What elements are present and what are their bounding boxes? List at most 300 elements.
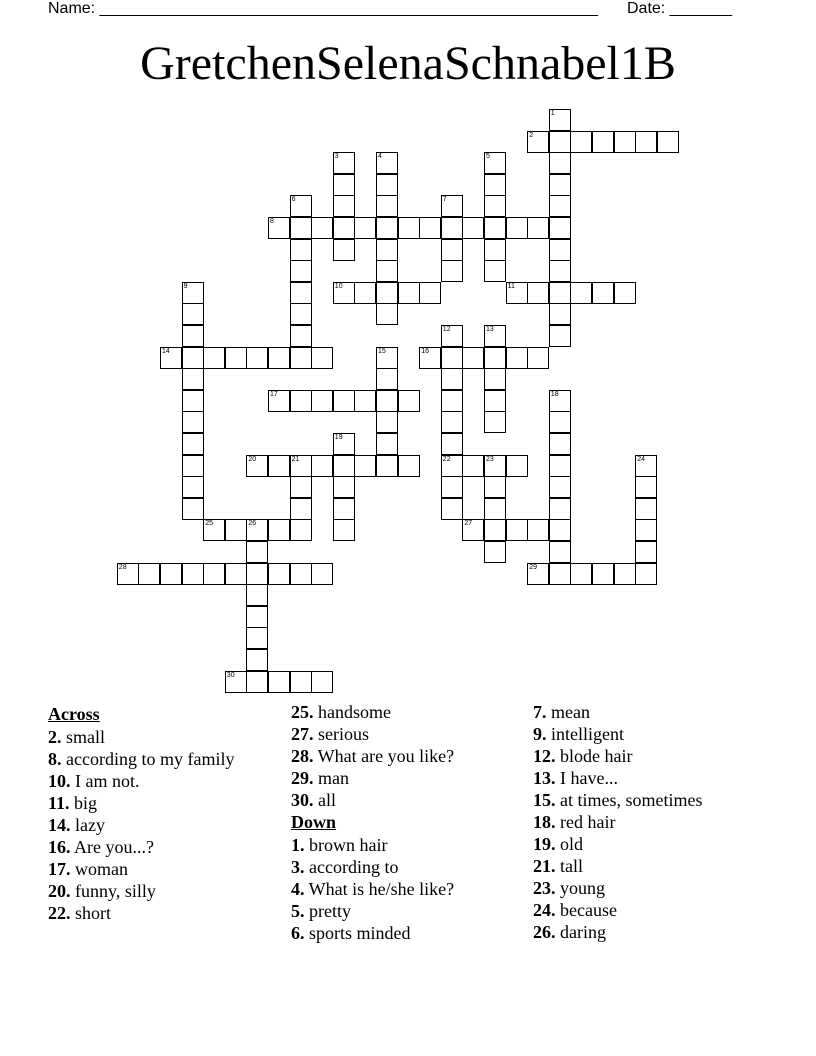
clue-number: 11. bbox=[48, 793, 70, 813]
clue-number: 18. bbox=[533, 812, 556, 832]
crossword-cell[interactable] bbox=[570, 282, 592, 304]
across-clue bbox=[48, 859, 278, 879]
cell-number: 22 bbox=[442, 455, 451, 463]
crossword-cell[interactable] bbox=[441, 368, 463, 390]
crossword-cell[interactable] bbox=[376, 347, 398, 369]
cell-number: 11 bbox=[507, 282, 515, 290]
crossword-cell[interactable] bbox=[182, 498, 204, 520]
cell-number: 12 bbox=[442, 326, 451, 333]
crossword-cell[interactable] bbox=[290, 325, 312, 347]
crossword-cell[interactable] bbox=[484, 152, 506, 174]
crossword-cell[interactable] bbox=[506, 282, 528, 304]
crossword-cell[interactable] bbox=[268, 519, 290, 541]
clue-text: sports minded bbox=[304, 923, 411, 943]
crossword-cell[interactable] bbox=[592, 282, 614, 304]
crossword-cell[interactable] bbox=[635, 563, 657, 585]
crossword-cell[interactable] bbox=[290, 390, 312, 412]
crossword-cell[interactable] bbox=[225, 563, 247, 585]
clue-text: all bbox=[313, 790, 336, 810]
clue-text: serious bbox=[313, 724, 369, 744]
crossword-cell[interactable] bbox=[182, 368, 204, 390]
across-clue bbox=[48, 771, 278, 791]
crossword-cell[interactable] bbox=[484, 498, 506, 520]
crossword-cell[interactable] bbox=[182, 282, 204, 304]
crossword-cell[interactable] bbox=[462, 519, 484, 541]
crossword-cell[interactable] bbox=[462, 217, 484, 239]
clue-text: woman bbox=[70, 859, 128, 879]
crossword-cell[interactable] bbox=[635, 498, 657, 520]
cell-number: 23 bbox=[486, 455, 494, 463]
clue-text: according to bbox=[304, 857, 399, 877]
crossword-cell[interactable] bbox=[311, 671, 333, 693]
crossword-cell[interactable] bbox=[311, 347, 333, 369]
clue-text: What are you like? bbox=[313, 746, 455, 766]
crossword-cell[interactable] bbox=[570, 131, 592, 153]
crossword-cell[interactable] bbox=[592, 563, 614, 585]
crossword-cell[interactable] bbox=[549, 563, 571, 585]
crossword-cell[interactable] bbox=[333, 217, 355, 239]
crossword-cell[interactable] bbox=[290, 347, 312, 369]
cell-number: 27 bbox=[464, 520, 473, 528]
clue-number: 27. bbox=[291, 724, 314, 744]
crossword-cell[interactable] bbox=[484, 347, 506, 369]
crossword-cell[interactable] bbox=[354, 217, 376, 239]
crossword-cell[interactable] bbox=[376, 282, 398, 304]
crossword-cell[interactable] bbox=[246, 627, 268, 649]
crossword-cell[interactable] bbox=[398, 455, 420, 477]
cell-number: 3 bbox=[334, 153, 339, 161]
down-clue bbox=[291, 901, 521, 921]
cell-number: 26 bbox=[248, 520, 257, 528]
crossword-cell[interactable] bbox=[290, 671, 312, 693]
clue-text: mean bbox=[546, 702, 590, 722]
across-clue bbox=[291, 768, 521, 788]
clue-text: handsome bbox=[313, 702, 391, 722]
across-clue bbox=[291, 724, 521, 744]
clue-text: funny, silly bbox=[70, 881, 156, 901]
cell-number: 16 bbox=[421, 347, 429, 355]
crossword-cell[interactable] bbox=[246, 671, 268, 693]
crossword-cell[interactable] bbox=[333, 390, 355, 412]
clue-text: intelligent bbox=[546, 724, 624, 744]
crossword-cell[interactable] bbox=[290, 217, 312, 239]
down-clue bbox=[533, 900, 763, 920]
crossword-cell[interactable] bbox=[614, 131, 636, 153]
crossword-cell[interactable] bbox=[376, 303, 398, 325]
clue-column-2 bbox=[291, 702, 521, 945]
crossword-cell[interactable] bbox=[549, 260, 571, 282]
crossword-cell[interactable] bbox=[290, 282, 312, 304]
clue-number: 29. bbox=[291, 768, 314, 788]
clue-text: What is he/she like? bbox=[304, 879, 455, 899]
clue-text: blode hair bbox=[555, 746, 633, 766]
crossword-cell[interactable] bbox=[290, 260, 312, 282]
crossword-cell[interactable] bbox=[354, 455, 376, 477]
cell-number: 20 bbox=[248, 455, 257, 463]
crossword-cell[interactable] bbox=[376, 239, 398, 261]
crossword-cell[interactable] bbox=[182, 433, 204, 455]
crossword-cell[interactable] bbox=[311, 390, 333, 412]
clue-number: 19. bbox=[533, 834, 556, 854]
down-clue bbox=[533, 834, 763, 854]
crossword-cell[interactable] bbox=[160, 347, 182, 369]
down-clue bbox=[533, 790, 763, 810]
crossword-cell[interactable] bbox=[549, 411, 571, 433]
down-clue bbox=[533, 878, 763, 898]
down-clue bbox=[533, 812, 763, 832]
clue-text: big bbox=[69, 793, 98, 813]
clue-text: tall bbox=[555, 856, 583, 876]
crossword-cell[interactable] bbox=[333, 519, 355, 541]
clue-number: 20. bbox=[48, 881, 71, 901]
clue-text: according to my family bbox=[61, 749, 235, 769]
crossword-cell[interactable] bbox=[311, 217, 333, 239]
crossword-cell[interactable] bbox=[376, 455, 398, 477]
cell-number: 29 bbox=[529, 563, 537, 571]
crossword-cell[interactable] bbox=[376, 174, 398, 196]
clue-text: pretty bbox=[304, 901, 351, 921]
clue-number: 9. bbox=[533, 724, 547, 744]
clue-number: 30. bbox=[291, 790, 314, 810]
crossword-cell[interactable] bbox=[354, 282, 376, 304]
crossword-cell[interactable] bbox=[268, 563, 290, 585]
clue-number: 2. bbox=[48, 727, 62, 747]
crossword-cell[interactable] bbox=[484, 476, 506, 498]
crossword-cell[interactable] bbox=[506, 347, 528, 369]
crossword-cell[interactable] bbox=[484, 195, 506, 217]
across-clue bbox=[48, 815, 278, 835]
crossword-cell[interactable] bbox=[484, 541, 506, 563]
crossword-cell[interactable] bbox=[527, 282, 549, 304]
crossword-cell[interactable] bbox=[549, 433, 571, 455]
crossword-cell[interactable] bbox=[549, 131, 571, 153]
crossword-cell[interactable] bbox=[376, 368, 398, 390]
crossword-cell[interactable] bbox=[441, 390, 463, 412]
crossword-cell[interactable] bbox=[290, 498, 312, 520]
cell-number: 21 bbox=[291, 455, 300, 463]
down-clue bbox=[533, 724, 763, 744]
crossword-cell[interactable] bbox=[246, 347, 268, 369]
clue-number: 28. bbox=[291, 746, 314, 766]
crossword-cell[interactable] bbox=[549, 195, 571, 217]
crossword-cell[interactable] bbox=[290, 519, 312, 541]
clue-number: 17. bbox=[48, 859, 71, 879]
crossword-cell[interactable] bbox=[441, 217, 463, 239]
crossword-cell[interactable] bbox=[635, 131, 657, 153]
crossword-cell[interactable] bbox=[484, 325, 506, 347]
crossword-cell[interactable] bbox=[549, 325, 571, 347]
cell-number: 6 bbox=[291, 196, 296, 204]
across-clue bbox=[48, 749, 278, 769]
crossword-cell[interactable] bbox=[549, 282, 571, 304]
cell-number: 25 bbox=[205, 520, 213, 528]
crossword-cell[interactable] bbox=[182, 476, 204, 498]
crossword-cell[interactable] bbox=[657, 131, 679, 153]
crossword-cell[interactable] bbox=[398, 390, 420, 412]
down-clue bbox=[533, 768, 763, 788]
clue-number: 8. bbox=[48, 749, 62, 769]
crossword-cell[interactable] bbox=[441, 260, 463, 282]
crossword-cell[interactable] bbox=[376, 433, 398, 455]
crossword-cell[interactable] bbox=[549, 476, 571, 498]
crossword-cell[interactable] bbox=[290, 476, 312, 498]
crossword-cell[interactable] bbox=[527, 131, 549, 153]
down-clue bbox=[533, 702, 763, 722]
crossword-cell[interactable] bbox=[182, 390, 204, 412]
crossword-cell[interactable] bbox=[246, 606, 268, 628]
crossword-cell[interactable] bbox=[311, 563, 333, 585]
cell-number: 28 bbox=[118, 563, 127, 571]
crossword-cell[interactable] bbox=[246, 455, 268, 477]
crossword-cell[interactable] bbox=[549, 455, 571, 477]
crossword-cell[interactable] bbox=[398, 282, 420, 304]
crossword-cell[interactable] bbox=[160, 563, 182, 585]
crossword-cell[interactable] bbox=[527, 519, 549, 541]
clue-number: 22. bbox=[48, 903, 71, 923]
crossword-cell[interactable] bbox=[549, 519, 571, 541]
down-clue bbox=[291, 923, 521, 943]
crossword-cell[interactable] bbox=[484, 455, 506, 477]
crossword-cell[interactable] bbox=[549, 217, 571, 239]
clue-text: brown hair bbox=[304, 835, 388, 855]
crossword-cell[interactable] bbox=[441, 411, 463, 433]
cell-number: 2 bbox=[529, 131, 534, 139]
crossword-cell[interactable] bbox=[419, 282, 441, 304]
crossword-cell[interactable] bbox=[333, 152, 355, 174]
clue-number: 4. bbox=[291, 879, 305, 899]
clue-number: 14. bbox=[48, 815, 71, 835]
crossword-cell[interactable] bbox=[506, 217, 528, 239]
crossword-cell[interactable] bbox=[635, 476, 657, 498]
crossword-cell[interactable] bbox=[290, 303, 312, 325]
crossword-cell[interactable] bbox=[376, 260, 398, 282]
crossword-cell[interactable] bbox=[333, 433, 355, 455]
crossword-cell[interactable] bbox=[333, 498, 355, 520]
crossword-cell[interactable] bbox=[203, 347, 225, 369]
crossword-cell[interactable] bbox=[484, 411, 506, 433]
clue-text: lazy bbox=[70, 815, 105, 835]
crossword-cell[interactable] bbox=[333, 195, 355, 217]
crossword-cell[interactable] bbox=[441, 347, 463, 369]
clue-text: small bbox=[61, 727, 105, 747]
crossword-cell[interactable] bbox=[484, 217, 506, 239]
crossword-cell[interactable] bbox=[268, 390, 290, 412]
across-clue bbox=[48, 881, 278, 901]
crossword-cell[interactable] bbox=[462, 455, 484, 477]
crossword-cell[interactable] bbox=[246, 584, 268, 606]
crossword-cell[interactable] bbox=[333, 239, 355, 261]
crossword-cell[interactable] bbox=[376, 195, 398, 217]
cell-number: 19 bbox=[334, 434, 343, 441]
crossword-cell[interactable] bbox=[570, 563, 592, 585]
crossword-cell[interactable] bbox=[354, 390, 376, 412]
cell-number: 10 bbox=[334, 282, 343, 290]
down-heading: Down bbox=[291, 812, 337, 832]
clue-number: 15. bbox=[533, 790, 556, 810]
crossword-cell[interactable] bbox=[333, 174, 355, 196]
down-clue bbox=[291, 835, 521, 855]
clue-number: 21. bbox=[533, 856, 556, 876]
crossword-cell[interactable] bbox=[376, 217, 398, 239]
crossword-cell[interactable] bbox=[635, 455, 657, 477]
down-clue bbox=[533, 856, 763, 876]
down-clue bbox=[533, 922, 763, 942]
crossword-cell[interactable] bbox=[506, 455, 528, 477]
cell-number: 1 bbox=[550, 110, 555, 117]
crossword-cell[interactable] bbox=[246, 563, 268, 585]
date-field-label: Date: _______ bbox=[627, 0, 732, 17]
crossword-cell[interactable] bbox=[268, 347, 290, 369]
clue-number: 3. bbox=[291, 857, 305, 877]
crossword-cell[interactable] bbox=[246, 541, 268, 563]
crossword-cell[interactable] bbox=[182, 563, 204, 585]
across-clue bbox=[48, 727, 278, 747]
clue-text: old bbox=[555, 834, 584, 854]
clue-number: 25. bbox=[291, 702, 314, 722]
crossword-cell[interactable] bbox=[527, 563, 549, 585]
crossword-cell[interactable] bbox=[225, 519, 247, 541]
clue-number: 24. bbox=[533, 900, 556, 920]
crossword-cell[interactable] bbox=[441, 325, 463, 347]
cell-number: 4 bbox=[378, 153, 382, 161]
across-clue bbox=[291, 746, 521, 766]
clue-column-3 bbox=[533, 702, 763, 944]
crossword-cell[interactable] bbox=[484, 519, 506, 541]
clue-number: 23. bbox=[533, 878, 556, 898]
crossword-cell[interactable] bbox=[484, 239, 506, 261]
clue-text: Are you...? bbox=[70, 837, 154, 857]
crossword-cell[interactable] bbox=[635, 541, 657, 563]
across-clue bbox=[48, 793, 278, 813]
clue-number: 26. bbox=[533, 922, 556, 942]
crossword-cell[interactable] bbox=[419, 347, 441, 369]
across-clue bbox=[291, 702, 521, 722]
crossword-cell[interactable] bbox=[549, 498, 571, 520]
crossword-cell[interactable] bbox=[333, 455, 355, 477]
crossword-cell[interactable] bbox=[246, 519, 268, 541]
crossword-cell[interactable] bbox=[182, 347, 204, 369]
clue-number: 7. bbox=[533, 702, 547, 722]
crossword-cell[interactable] bbox=[376, 152, 398, 174]
crossword-cell[interactable] bbox=[614, 282, 636, 304]
crossword-cell[interactable] bbox=[290, 455, 312, 477]
clue-text: because bbox=[555, 900, 617, 920]
down-clue bbox=[533, 746, 763, 766]
clue-number: 5. bbox=[291, 901, 305, 921]
crossword-cell[interactable] bbox=[225, 671, 247, 693]
crossword-cell[interactable] bbox=[182, 411, 204, 433]
across-clue bbox=[291, 790, 521, 810]
crossword-cell[interactable] bbox=[290, 239, 312, 261]
crossword-cell[interactable] bbox=[549, 390, 571, 412]
cell-number: 5 bbox=[486, 153, 490, 161]
crossword-cell[interactable] bbox=[117, 563, 139, 585]
cell-number: 7 bbox=[442, 196, 447, 204]
crossword-cell[interactable] bbox=[441, 433, 463, 455]
crossword-cell[interactable] bbox=[527, 347, 549, 369]
down-clue bbox=[291, 857, 521, 877]
crossword-cell[interactable] bbox=[549, 303, 571, 325]
crossword-cell[interactable] bbox=[268, 455, 290, 477]
crossword-cell[interactable] bbox=[592, 131, 614, 153]
crossword-cell[interactable] bbox=[225, 347, 247, 369]
crossword-cell[interactable] bbox=[484, 390, 506, 412]
crossword-cell[interactable] bbox=[484, 174, 506, 196]
crossword-cell[interactable] bbox=[419, 217, 441, 239]
crossword-cell[interactable] bbox=[246, 649, 268, 671]
across-clue bbox=[48, 837, 278, 857]
crossword-cell[interactable] bbox=[484, 368, 506, 390]
crossword-cell[interactable] bbox=[441, 455, 463, 477]
crossword-cell[interactable] bbox=[333, 282, 355, 304]
clue-text: young bbox=[555, 878, 605, 898]
crossword-cell[interactable] bbox=[441, 239, 463, 261]
crossword-cell[interactable] bbox=[311, 455, 333, 477]
cell-number: 15 bbox=[378, 347, 386, 355]
cell-number: 17 bbox=[270, 390, 278, 398]
crossword-cell[interactable] bbox=[635, 519, 657, 541]
crossword-cell[interactable] bbox=[484, 260, 506, 282]
crossword-cell[interactable] bbox=[138, 563, 160, 585]
across-clue bbox=[48, 903, 278, 923]
crossword-cell[interactable] bbox=[333, 476, 355, 498]
crossword-cell[interactable] bbox=[614, 563, 636, 585]
clue-number: 12. bbox=[533, 746, 556, 766]
clue-text: short bbox=[70, 903, 111, 923]
crossword-cell[interactable] bbox=[506, 519, 528, 541]
cell-number: 24 bbox=[637, 455, 645, 463]
page-title: GretchenSelenaSchnabel1B bbox=[140, 37, 676, 90]
cell-number: 14 bbox=[162, 347, 170, 355]
cell-number: 18 bbox=[550, 390, 559, 398]
cell-number: 8 bbox=[270, 218, 274, 225]
clue-text: I have... bbox=[555, 768, 618, 788]
clue-text: I am not. bbox=[70, 771, 140, 791]
crossword-cell[interactable] bbox=[398, 217, 420, 239]
crossword-cell[interactable] bbox=[182, 303, 204, 325]
crossword-cell[interactable] bbox=[549, 174, 571, 196]
crossword-cell[interactable] bbox=[203, 563, 225, 585]
clue-number: 13. bbox=[533, 768, 556, 788]
crossword-cell[interactable] bbox=[549, 152, 571, 174]
crossword-cell[interactable] bbox=[462, 347, 484, 369]
crossword-cell[interactable] bbox=[549, 109, 571, 131]
crossword-cell[interactable] bbox=[290, 195, 312, 217]
across-heading: Across bbox=[48, 704, 100, 724]
crossword-cell[interactable] bbox=[182, 455, 204, 477]
clue-number: 6. bbox=[291, 923, 305, 943]
clue-number: 1. bbox=[291, 835, 305, 855]
crossword-cell[interactable] bbox=[441, 498, 463, 520]
crossword-cell[interactable] bbox=[203, 519, 225, 541]
crossword-cell[interactable] bbox=[549, 541, 571, 563]
crossword-cell[interactable] bbox=[441, 476, 463, 498]
down-clue bbox=[291, 879, 521, 899]
crossword-cell[interactable] bbox=[376, 411, 398, 433]
crossword-cell[interactable] bbox=[376, 390, 398, 412]
crossword-cell[interactable] bbox=[290, 563, 312, 585]
cell-number: 30 bbox=[226, 671, 235, 679]
clue-text: at times, sometimes bbox=[555, 790, 703, 810]
crossword-cell[interactable] bbox=[268, 217, 290, 239]
crossword-cell[interactable] bbox=[268, 671, 290, 693]
crossword-cell[interactable] bbox=[527, 217, 549, 239]
clue-text: man bbox=[313, 768, 349, 788]
crossword-cell[interactable] bbox=[441, 195, 463, 217]
crossword-cell[interactable] bbox=[549, 239, 571, 261]
crossword-cell[interactable] bbox=[182, 325, 204, 347]
clue-column-1 bbox=[48, 702, 278, 925]
